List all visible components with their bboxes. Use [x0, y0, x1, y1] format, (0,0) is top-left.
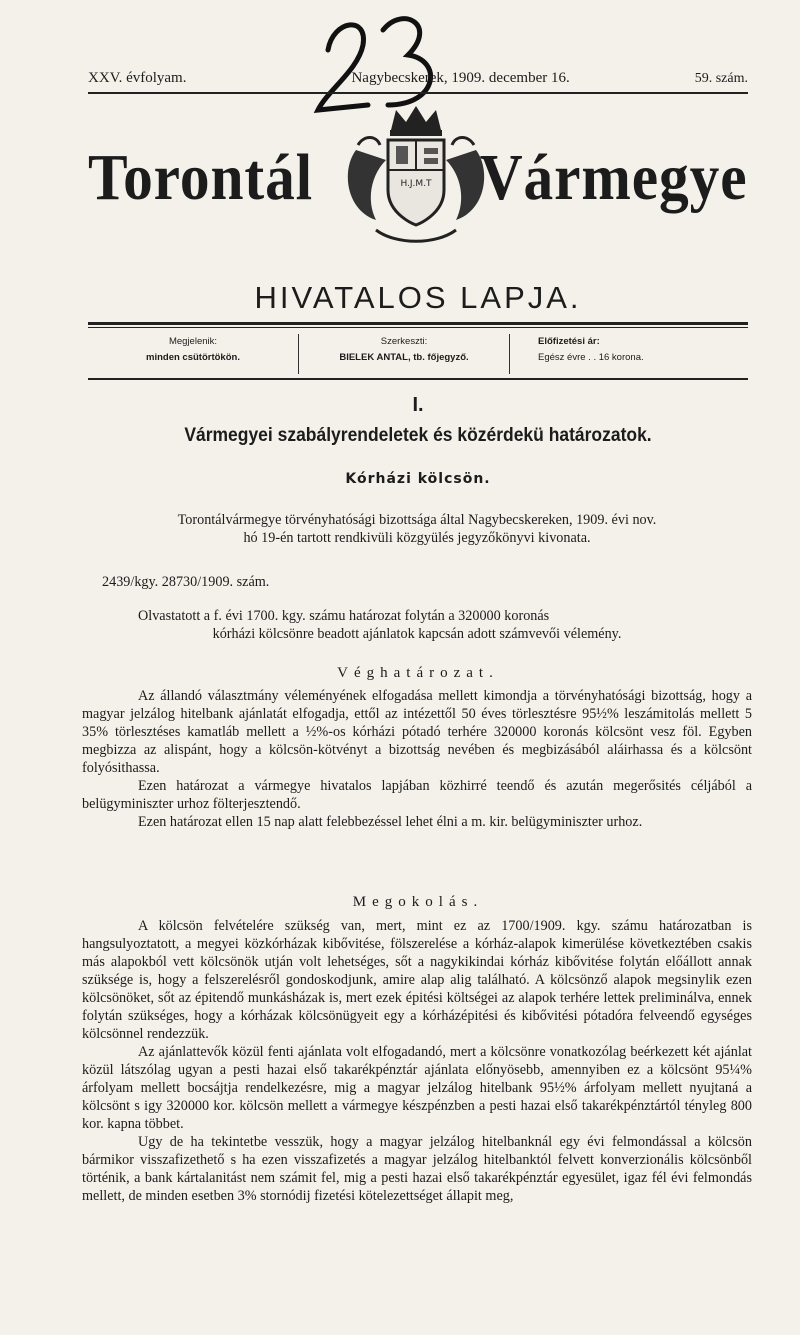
- title-varmegye: Vármegye: [480, 141, 748, 214]
- decision-text: [82, 687, 752, 831]
- header-rule: [88, 92, 748, 94]
- reason-paragraph: A kölcsön felvételére szükség van, mert, mint ez az 1700/1909. kgy. számu határozatban is hangsulyoztatott, a megyei közkórházak kibővitése, fölszerelése a kórház-alapok kimerülése következtében csakis más alapokból vett kölcsönök utján volt lehetséges, sőt a nagykikindai kórház kibővitése folytán előállott annak szüksége is, hogy a felszerelésről gondoskodjunk, amire alap alig található. A kölcsönző alapok megsinylik ezen kölcsönöket, sőt az épitendő munkásházak is, mert ezek épitési költségei az alapok terhére lettek preliminálva, ennek folytán szükséges, hogy a kórházak kölcsönügyeit egy a kórházépitési és kibővitési pótadóra felveendő egységes kölcsönnel rendezzük.: [82, 918, 752, 1042]
- intro-line: hó 19-én tartott rendkivüli közgyülés jegyzőkönyvi kivonata.: [243, 530, 591, 546]
- subscription-value: Egész évre . . 16 korona.: [538, 352, 644, 363]
- title-torontal: Torontál: [88, 141, 314, 214]
- appears-value: minden csütörtökön.: [146, 352, 240, 363]
- editor-label: Szerkeszti:: [380, 336, 428, 347]
- reason-paragraph: Ugy de ha tekintetbe vesszük, hogy a magyar jelzálog hitelbanknál egy évi felmondással a kölcsön bármikor visszafizethető s ha ezen visszafizetés a magyar jelzálog hitelbanktól felvett konverzionális kölcsönből történik, a bank kártalanitást nem számit fel, mig a pesti hazai első takarékpénztár egyesület, igaz fél évi felmondás mellett, de minden esetben 3% stornódij fizetési kötelezettséget állapit meg,: [82, 1134, 752, 1204]
- subscription-label: Előfizetési ár:: [538, 336, 600, 347]
- issue-number: 59. szám.: [694, 71, 748, 86]
- reason-paragraph: Az ajánlattevők közül fenti ajánlata volt elfogadandó, mert a kölcsönre vonatkozólag beérkezett két ajánlat közül látszólag ugyan a pesti hazai első takarékpénztár ajánlata előnyösebb, amennyiben ez a kölcsönt 95¼% árfolyam mellett bocsájtja rendelkezésre, mig a magyar jelzálog hitelbank 95½% árfolyam mellett nyujtaná a kölcsönt s igy 320000 kor. kölcsön mellett a vármegye készpénzben a pesti hazai első takarékpénztártól tényleg 800 kor. kapna többet.: [82, 1044, 752, 1132]
- reading-paragraph: [82, 607, 752, 643]
- place-date: Nagybecskerek, 1909. december 16.: [351, 70, 570, 86]
- volume-label: XXV. évfolyam.: [88, 70, 187, 86]
- subscription-cell: [509, 334, 748, 374]
- reason-heading: Megokolás.: [352, 894, 484, 910]
- section-title: Vármegyei szabályrendeletek és közérdekü határozatok.: [184, 425, 652, 446]
- article-title: Kórházi kölcsön.: [345, 471, 491, 487]
- decision-paragraph: Ezen határozat ellen 15 nap alatt felebbezéssel lehet élni a m. kir. belügyminiszter urhoz.: [138, 814, 643, 830]
- masthead: [88, 140, 748, 260]
- reading-line: kórházi kölcsönre beadott ajánlatok kapcsán adott számvevői vélemény.: [212, 626, 622, 642]
- info-rule-top-thin: [88, 327, 748, 328]
- editor-value: BIELEK ANTAL, tb. főjegyző.: [339, 352, 469, 363]
- decision-paragraph: Az állandó választmány véleményének elfogadása mellett kimondja a törvényhatósági bizottság, hogy a magyar jelzálog hitelbank ajánlatát elfogadja, ettől az intézettől 50 éves törlesztésre 95½% leszámitolás mellett 5 35% törlesztéses kamatláb mellett a ½%-os kórházi pótadó terhére 320000 koronás kölcsönt vesz föl. Egyben megbizza az alispánt, hogy a kölcsön-kötvényt a bizottság nevében és megbizásából aláirhassa és a kölcsönt folyósithassa.: [82, 688, 752, 776]
- decision-heading: Véghatározat.: [337, 665, 499, 681]
- header-line: [88, 70, 748, 87]
- intro-line: Torontálvármegye törvényhatósági bizottsága által Nagybecskereken, 1909. évi nov.: [177, 512, 657, 528]
- editor-cell: [298, 334, 509, 374]
- reason-text: [82, 917, 752, 1205]
- reading-line: Olvastatott a f. évi 1700. kgy. számu határozat folytán a 320000 koronás: [138, 608, 550, 624]
- info-rule-top: [88, 322, 748, 325]
- info-rule-bottom: [88, 378, 748, 380]
- masthead-subtitle: HIVATALOS LAPJA.: [254, 280, 582, 315]
- coat-of-arms-icon: [336, 100, 496, 250]
- crest-motto: H.J.M.T: [400, 179, 432, 189]
- decision-paragraph: Ezen határozat a vármegye hivatalos lapjában közhirré teendő és azután megerősités céljából a belügyminiszter urhoz fölterjesztendő.: [82, 778, 752, 812]
- appears-cell: [88, 334, 298, 374]
- info-bar: [88, 334, 748, 374]
- article-intro: [82, 511, 752, 547]
- section-number: I.: [412, 394, 424, 416]
- appears-label: Megjelenik:: [168, 336, 218, 347]
- reference-number: 2439/kgy. 28730/1909. szám.: [102, 574, 270, 590]
